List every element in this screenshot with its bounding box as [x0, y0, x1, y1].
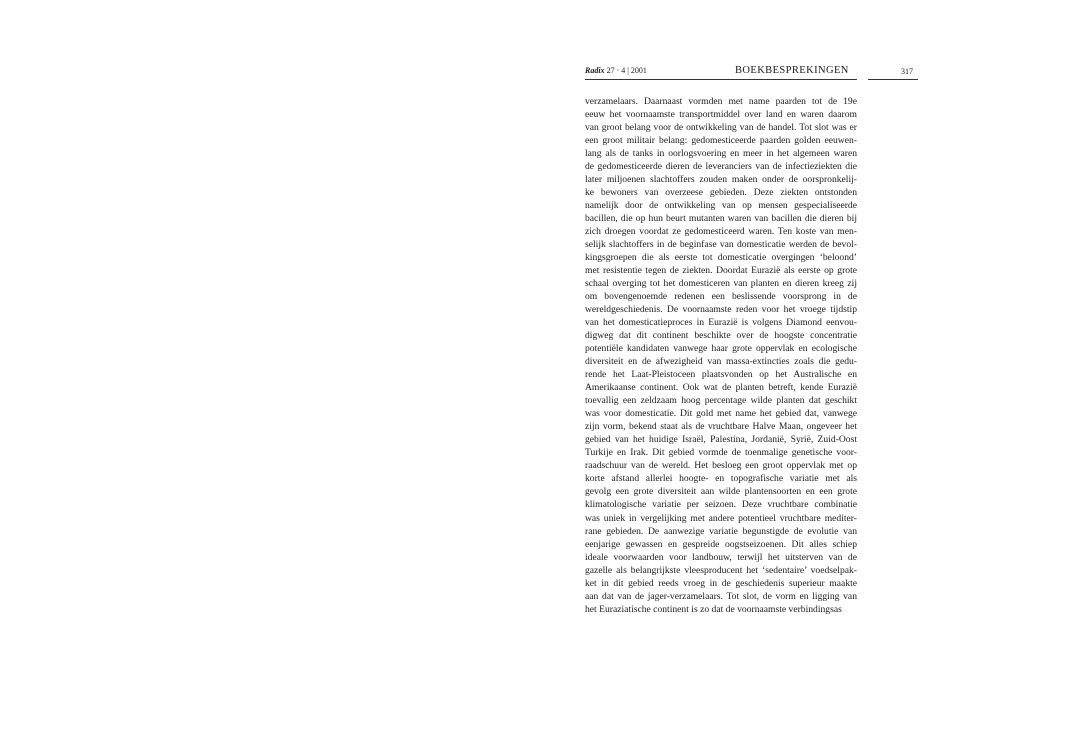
text-line: korte afstand allerlei hoogte- en topografische variatie met als: [585, 473, 857, 485]
running-header: [585, 66, 915, 80]
journal-name: Radix: [585, 66, 605, 75]
text-line: selijk slachtoffers in de beginfase van domesticatie werden de bevol-: [585, 239, 857, 251]
text-line: Amerikaanse continent. Ook wat de planten betreft, kende Eurazië: [585, 382, 857, 394]
text-line: gebied van het huidige Israël, Palestina, Jordanië, Syrië, Zuid-Oost: [585, 434, 857, 446]
text-line: lang als de tanks in oorlogsvoering en meer in het algemeen waren: [585, 148, 857, 160]
body-text: [585, 95, 857, 616]
text-line: potentiële kandidaten vanwege haar grote oppervlak en ecologische: [585, 343, 857, 355]
text-line: om bovengenoemde redenen een beslissende voorsprong in de: [585, 291, 857, 303]
text-line: later miljoenen slachtoffers zouden maken onder de oorspronkelij-: [585, 174, 857, 186]
text-line: diversiteit en de afwezigheid van massa-extincties zoals die gedu-: [585, 356, 857, 368]
text-line: eeuw het voornaamste transportmiddel over land en waren daarom: [585, 109, 857, 121]
text-line: eenjarige gewassen en gespreide oogstseizoenen. Dit alles schiep: [585, 538, 857, 550]
text-line: Turkije en Irak. Dit gebied vormde de toenmalige genetische voor-: [585, 447, 857, 459]
header-rule: [585, 79, 857, 80]
section-title: BOEKBESPREKINGEN: [735, 65, 849, 76]
page-number: 317: [901, 67, 913, 76]
text-line: zich droegen voordat ze gedomesticeerd waren. Ten koste van men-: [585, 226, 857, 238]
text-line: aan dat van de jager-verzamelaars. Tot slot, de vorm en ligging van: [585, 590, 857, 602]
text-line: van groot belang voor de ontwikkeling van de handel. Tot slot was er: [585, 122, 857, 134]
text-line: verzamelaars. Daarnaast vormden met name paarden tot de 19e: [585, 96, 857, 107]
text-line: schaal overging tot het domesticeren van planten en dieren kreeg zij: [585, 278, 857, 290]
journal-citation: [585, 66, 647, 75]
text-line: een groot militair belang: gedomesticeerde paarden golden eeuwen-: [585, 135, 857, 147]
text-line: kingsgroepen die als eerste tot domesticatie overgingen ‘beloond’: [585, 252, 857, 264]
text-line: was voor domesticatie. Dit gold met name het gebied dat, vanwege: [585, 408, 857, 420]
header-rule-margin: [868, 79, 918, 80]
text-line: ke bewoners van overzeese gebieden. Deze ziekten ontstonden: [585, 187, 857, 199]
text-line: rende het Laat-Pleistoceen plaatsvonden op het Australische en: [585, 369, 857, 381]
text-line: van het domesticatieproces in Eurazië is volgens Diamond eenvou-: [585, 317, 857, 329]
text-line: rane gebieden. De aanwezige variatie begunstigde de evolutie van: [585, 525, 857, 537]
text-line: namelijk door de ontwikkeling van op mensen gespecialiseerde: [585, 200, 857, 212]
text-line: de gedomesticeerde dieren de leveranciers van de infectieziekten die: [585, 161, 857, 173]
text-line: bacillen, die op hun beurt mutanten waren van bacillen die dieren bij: [585, 213, 857, 225]
text-line: gevolg een grote diversiteit aan wilde plantensoorten en een grote: [585, 486, 857, 498]
text-line: klimatologische variatie per seizoen. Deze vruchtbare combinatie: [585, 499, 857, 511]
text-line: digweg dat dit continent beschikte over de hoogste concentratie: [585, 330, 857, 342]
text-line: toevallig een zeldzaam hoog percentage wilde planten dat geschikt: [585, 395, 857, 407]
journal-issue: 27 · 4 | 2001: [606, 66, 647, 75]
text-line: het Euraziatische continent is zo dat de voornaamste verbindingsas: [585, 603, 842, 615]
text-line: ket in dit gebied reeds vroeg in de geschiedenis superieur maakte: [585, 577, 857, 589]
text-line: met resistentie tegen de ziekten. Doordat Eurazië als eerste op grote: [585, 265, 857, 277]
text-line: ideale voorwaarden voor landbouw, terwijl het uitsterven van de: [585, 551, 857, 563]
text-line: gazelle als belangrijkste vleesproducent het ‘sedentaire’ voedselpak-: [585, 564, 857, 576]
text-line: zijn vorm, bekend staat als de vruchtbare Halve Maan, ongeveer het: [585, 421, 857, 433]
text-line: wereldgeschiedenis. De voornaamste reden voor het vroege tijdstip: [585, 304, 857, 316]
text-line: raadschuur van de wereld. Het besloeg een groot oppervlak met op: [585, 460, 857, 472]
text-line: was uniek in vergelijking met andere potentieel vruchtbare mediter-: [585, 512, 857, 524]
